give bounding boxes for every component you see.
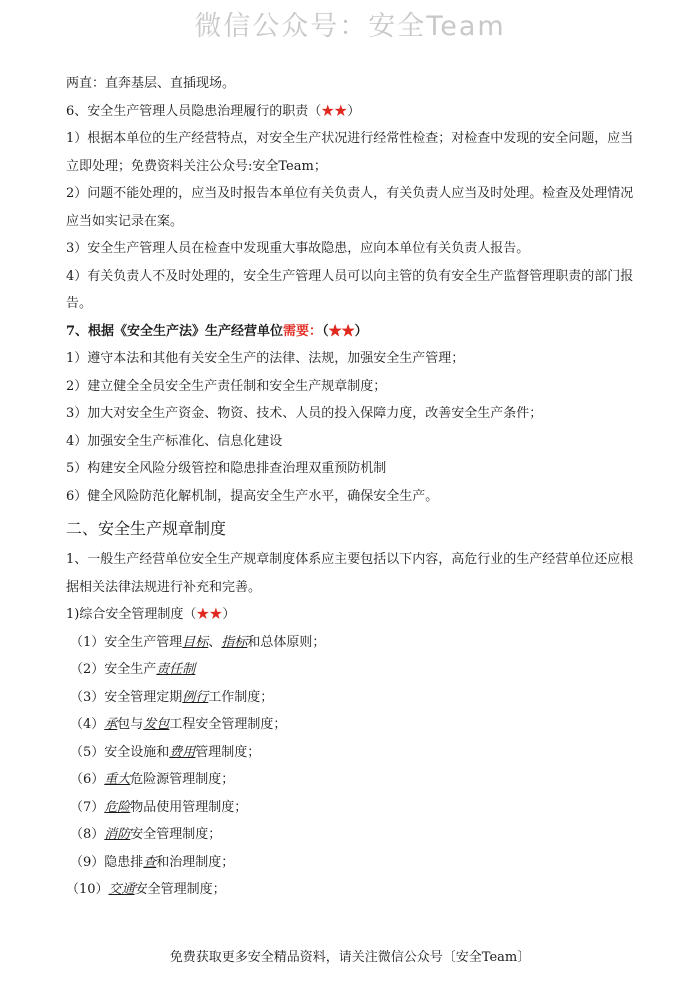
item-suffix: 物品使用管理制度；	[130, 799, 248, 815]
paragraph-two-direct: 两直：直奔基层、直插现场。	[66, 76, 236, 91]
rules-list-item	[66, 794, 646, 822]
heading-section-7	[66, 318, 646, 346]
duty-item-2: 2）问题不能处理的，应当及时报告本单位有关负责人，有关负责人应当及时处理。检查及处理情况应当如实记录在案。	[66, 186, 634, 229]
watermark-title: 微信公众号：安全Team	[194, 11, 506, 42]
item-prefix: （4）	[70, 717, 105, 732]
item-suffix: 安全管理制度；	[134, 882, 226, 897]
page-footer: 免费获取更多安全精品资料，请关注微信公众号〔安全Team〕	[169, 950, 531, 965]
handwritten-note: 责任制	[156, 662, 196, 677]
item-prefix: （7）	[70, 799, 105, 815]
handwritten-note: 重大	[104, 772, 131, 787]
item-prefix: （9）隐患排	[70, 854, 144, 870]
document-body	[66, 70, 646, 904]
item-mid: 包与	[117, 717, 144, 732]
requirement-item-6: 6）健全风险防范化解机制，提高安全生产水平，确保安全生产。	[66, 488, 439, 504]
heading-close: ）	[354, 323, 368, 339]
duty-item-4: 4）有关负责人不及时处理的，安全生产管理人员可以向主管的负有安全生产监督管理职责的部门报告。	[66, 268, 634, 311]
handwritten-note: 承	[104, 717, 118, 732]
rules-list-item	[66, 849, 646, 877]
heading-text: 1)综合安全管理制度（	[66, 607, 197, 622]
rules-list-item	[66, 684, 646, 712]
item-prefix: （10）	[66, 882, 109, 897]
duty-item-3: 3）安全生产管理人员在检查中发现重大事故隐患，应向本单位有关负责人报告。	[66, 241, 530, 256]
item-prefix: （5）安全设施和	[70, 744, 170, 760]
item-suffix: 工作制度；	[208, 689, 274, 705]
handwritten-note: 查	[143, 854, 157, 870]
subsection-heading-1	[66, 601, 646, 629]
item-suffix: 和治理制度；	[156, 854, 235, 870]
duty-item-1: 1）根据本单位的生产经营特点，对安全生产状况进行经常性检查；对检查中发现的安全问题，应当立即处理；免费资料关注公众号:安全Team；	[66, 131, 634, 174]
rules-list-item	[66, 876, 646, 904]
item-mid: 、	[208, 634, 222, 650]
requirement-item-4: 4）加强安全生产标准化、信息化建设	[66, 433, 283, 449]
importance-stars: ★★	[196, 607, 223, 622]
item-prefix: （1）安全生产管理	[70, 634, 183, 650]
handwritten-note: 目标	[182, 634, 209, 650]
handwritten-note: 例行	[182, 689, 209, 705]
rules-list	[66, 629, 646, 904]
heading-close: ）	[222, 607, 236, 622]
handwritten-note: 发包	[143, 717, 170, 732]
rules-list-item	[66, 766, 646, 794]
heading-text: 6、安全生产管理人员隐患治理履行的职责（	[66, 103, 322, 119]
rules-list-item	[66, 739, 646, 767]
rules-list-item	[66, 629, 646, 657]
item-prefix: （3）安全管理定期	[70, 689, 183, 705]
item-prefix: （2）安全生产	[70, 662, 157, 677]
item-prefix: （6）	[70, 772, 105, 787]
handwritten-note: 指标	[221, 634, 248, 650]
rules-list-item	[66, 711, 646, 739]
item-suffix: 管理制度；	[195, 744, 261, 760]
handwritten-note: 消防	[104, 827, 131, 842]
heading-close: ）	[347, 103, 361, 119]
heading-open: （	[322, 323, 329, 339]
rules-list-item	[66, 656, 646, 684]
heading-text: 7、根据《安全生产法》生产经营单位	[66, 323, 284, 339]
item-suffix: 工程安全管理制度；	[169, 717, 287, 732]
importance-stars: ★★	[328, 323, 355, 339]
handwritten-note: 费用	[169, 744, 196, 760]
rules-list-item	[66, 821, 646, 849]
item-suffix: 和总体原则；	[247, 634, 326, 650]
handwritten-note: 交通	[108, 882, 135, 897]
item-suffix: 危险源管理制度；	[130, 772, 235, 787]
handwritten-note: 危险	[104, 799, 131, 815]
item-prefix: （8）	[70, 827, 105, 842]
rules-intro-paragraph: 1、一般生产经营单位安全生产规章制度体系应主要包括以下内容，高危行业的生产经营单位还应根据相关法律法规进行补充和完善。	[66, 552, 634, 595]
section-heading-2: 二、安全生产规章制度	[66, 519, 227, 538]
item-suffix: 安全管理制度；	[130, 827, 222, 842]
heading-red-text: 需要：	[283, 323, 323, 339]
requirement-item-5: 5）构建安全风险分级管控和隐患排查治理双重预防机制	[66, 461, 387, 476]
requirement-item-2: 2）建立健全全员安全生产责任制和安全生产规章制度；	[66, 378, 387, 394]
heading-section-6	[66, 98, 646, 126]
requirement-item-1: 1）遵守本法和其他有关安全生产的法律、法规，加强安全生产管理；	[66, 351, 465, 366]
requirement-item-3: 3）加大对安全生产资金、物资、技术、人员的投入保障力度，改善安全生产条件；	[66, 406, 543, 421]
importance-stars: ★★	[321, 103, 348, 119]
